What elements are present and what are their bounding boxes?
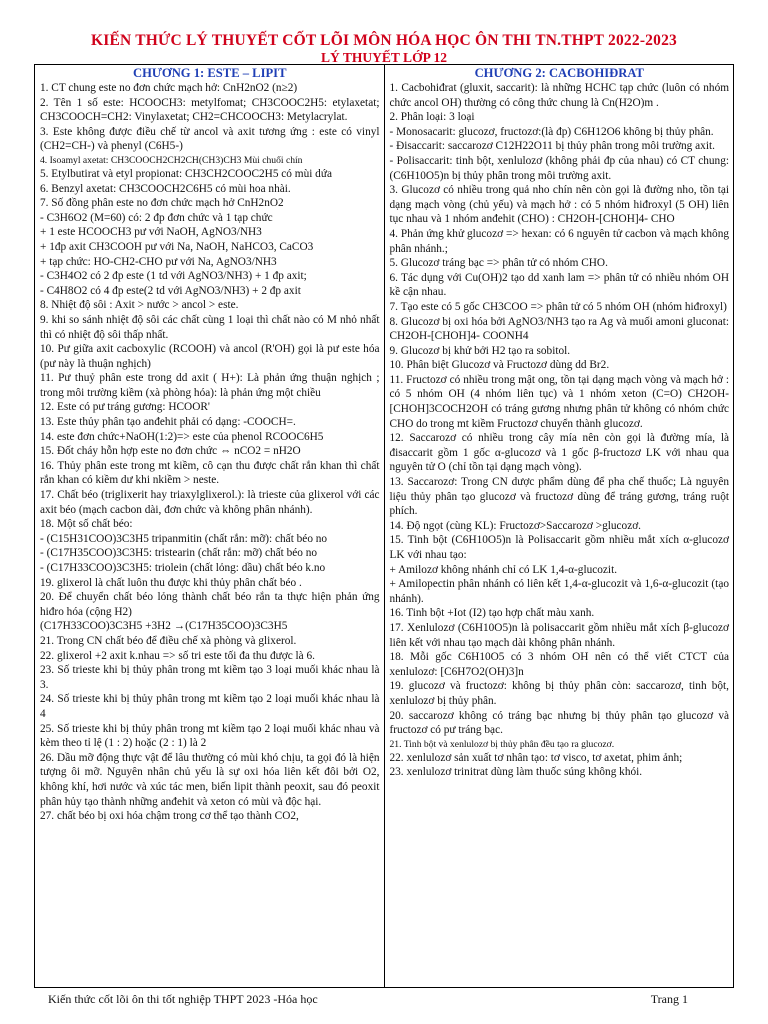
list-item: 15. Đốt cháy hỗn hợp este no đơn chức ⇔ nCO2 = nH2O [40, 445, 301, 458]
list-item: 18. Mỗi gốc C6H10O5 có 3 nhóm OH nên có thể viết CTCT của xenlulozơ: [C6H7O2(OH)3]n [389, 651, 729, 678]
list-item: + Amilopectin phân nhánh có liên kết 1,4-α-glucozit và 1,6-α-glucozit (tạo nhánh). [389, 578, 729, 605]
list-item: 17. Xenlulozơ (C6H10O5)n là polisaccarit gồm nhiều mắt xích β-glucozơ liên kết với nhau tạo mạch dài không phân nhánh. [389, 621, 729, 649]
list-item: 13. Este thủy phân tạo anđehit phải có dạng: -COOCH=. [40, 416, 296, 429]
list-item: - Polisaccarit: tinh bột, xenlulozơ (không phải đp của nhau) có CT chung: (C6H10O5)n bị thủy phân trong môi trường axit. [389, 154, 729, 182]
list-item: 5. Etylbutirat và etyl propionat: CH3CH2COOC2H5 có mùi dứa [40, 167, 332, 180]
list-item: 19. glixerol là chất luôn thu được khi thủy phân chất béo . [40, 576, 302, 589]
list-item: + 1 este HCOOCH3 pư với NaOH, AgNO3/NH3 [40, 226, 262, 239]
chapter-1-items [40, 81, 380, 824]
list-item: 21. Trong CN chất béo để điều chế xà phòng và glixerol. [40, 634, 297, 647]
list-item: 14. Độ ngọt (cùng KL): Fructozơ>Saccarozơ >glucozơ. [389, 519, 642, 532]
two-column-table [34, 64, 734, 988]
list-item: 13. Saccarozơ: Trong CN dược phẩm dùng để pha chế thuốc; Là nguyên liệu thủy phân tạo glucozơ và fructozơ dùng để tráng gương, tráng ruột phích. [389, 476, 729, 518]
list-item: 9. Glucozơ bị khử bởi H2 tạo ra sobitol. [389, 344, 571, 357]
list-item: 20. saccarozơ không có tráng bạc nhưng bị thủy phân tạo glucozơ và fructozơ có pư tráng bạc. [389, 709, 729, 737]
list-item: - C4H8O2 có 4 đp este(2 td với AgNO3/NH3) + 2 đp axit [40, 284, 301, 297]
list-item: 1. CT chung este no đơn chức mạch hở: CnH2nO2 (n≥2) [40, 82, 298, 94]
list-item: 17. Chất béo (triglixerit hay triaxylglixerol.): là trieste của glixerol với các axit béo (mạch cacbon dài, đơn chức và không phân nhánh). [40, 489, 380, 516]
list-item: - Monosacarit: glucozơ, fructozơ:(là đp) C6H12O6 không bị thủy phân. [389, 125, 714, 138]
list-item: + 1đp axit CH3COOH pư với Na, NaOH, NaHCO3, CaCO3 [40, 240, 314, 253]
list-item: 16. Tinh bột +Iot (I2) tạo hợp chất màu xanh. [389, 607, 595, 620]
list-item: 16. Thủy phân este trong mt kiềm, cô cạn thu được chất rắn khan thì chất rắn khan có kiềm dư khi nkiềm > neste. [40, 459, 380, 487]
list-item: 4. Isoamyl axetat: CH3COOCH2CH2CH(CH3)CH3 Mùi chuối chín [40, 154, 303, 166]
right-column [384, 65, 734, 987]
list-item: - (C15H31COO)3C3H5 tripanmitin (chất rắn: mỡ): chất béo no [40, 532, 328, 545]
list-item: 1. Cacbohiđrat (gluxit, saccarit): là những HCHC tạp chức (luôn có nhóm chức ancol OH) thường có công thức chung là Cn(H2O)m . [389, 82, 729, 109]
list-item: 6. Benzyl axetat: CH3COOCH2C6H5 có mùi hoa nhài. [40, 182, 291, 195]
list-item: 24. Số trieste khi bị thủy phân trong mt kiềm tạo 2 loại muối khác nhau là 4 [40, 693, 380, 720]
list-item: 19. glucozơ và fructozơ: không bị thủy phân còn: saccarozơ, tinh bột, xenlulozơ bị thủy phân. [389, 680, 729, 707]
list-item: 27. chất béo bị oxi hóa chậm trong cơ thể tạo thành CO2, [40, 810, 299, 823]
list-item: 23. Số trieste khi bị thủy phân trong mt kiềm tạo 3 loại muối khác nhau là 3. [40, 664, 380, 691]
list-item: 2. Tên 1 số este: HCOOCH3: metylfomat; CH3COOC2H5: etylaxetat; CH3COOCH=CH2: Vinylaxetat; CH2=CHCOOCH3: Metylacrylat. [40, 96, 380, 124]
list-item: 3. Este không được điều chế từ ancol và axit tương ứng : este có vinyl (CH2=CH-) và phenyl (C6H5-) [40, 125, 380, 153]
left-column [35, 65, 384, 987]
list-item: + tạp chức: HO-CH2-CHO pư với Na, AgNO3/NH3 [40, 255, 277, 268]
document-title: KIẾN THỨC LÝ THUYẾT CỐT LÕI MÔN HÓA HỌC ÔN THI TN.THPT 2022-2023 [91, 32, 677, 49]
list-item: 7. Số đồng phân este no đơn chức mạch hở CnH2nO2 [40, 197, 284, 210]
document-subtitle: LÝ THUYẾT LỚP 12 [321, 50, 447, 65]
list-item: 4. Phản ứng khử glucozơ => hexan: có 6 nguyên tử cacbon và mạch không phân nhánh.; [389, 227, 729, 255]
list-item: + Amilozơ không nhánh chỉ có LK 1,4-α-glucozit. [389, 563, 618, 576]
list-item: - (C17H33COO)3C3H5: triolein (chất lỏng: dầu) chất béo k.no [40, 562, 326, 574]
list-item: 5. Glucozơ tráng bạc => phân tử có nhóm CHO. [389, 257, 608, 270]
list-item: - (C17H35COO)3C3H5: tristearin (chất rắn: mỡ) chất béo no [40, 547, 318, 560]
list-item: 14. este đơn chức+NaOH(1:2)=> este của phenol RCOOC6H5 [40, 430, 324, 443]
chapter-1-heading: CHƯƠNG 1: ESTE – LIPIT [133, 66, 287, 80]
page-footer [48, 992, 688, 1007]
list-item: 22. xenlulozơ sản xuất tơ nhân tạo: tơ visco, tơ axetat, phim ảnh; [389, 751, 683, 764]
list-item: 9. khi so sánh nhiệt độ sôi các chất cùng 1 loại thì chất nào có M nhỏ nhất thì có nhiệt độ sôi thấp nhất. [40, 313, 380, 341]
list-item: 15. Tinh bột (C6H10O5)n là Polisaccarit gồm nhiều mắt xích α-glucozơ LK với nhau tạo: [389, 534, 729, 561]
list-item: 26. Dầu mỡ động thực vật để lâu thường có mùi khó chịu, ta gọi đó là hiện tượng ôi mỡ. Nguyên nhân chủ yếu là sự oxi hóa liên kết đôi bởi O2, không khí, hơi nước và xúc tác men, biến lipit thành peoxit, sau đó peoxit phân hủy tạo thành những anđehit và xeton có mùi và độc hại. [40, 751, 380, 808]
list-item: 12. Saccarozơ có nhiều trong cây mía nên còn gọi là đường mía, là đisaccarit gồm 1 gốc α-glucozơ và 1 gốc β-fructozơ LK với nhau qua nguyên tử O (chỉ tồn tại dạng mạch vòng). [389, 432, 729, 474]
list-item: 21. Tinh bột và xenlulozơ bị thủy phân đều tạo ra glucozơ. [389, 738, 615, 750]
chapter-2-heading: CHƯƠNG 2: CACBOHIĐRAT [474, 66, 644, 80]
list-item: 10. Phân biệt Glucozơ và Fructozơ dùng dd Br2. [389, 359, 610, 372]
list-item: 18. Một số chất béo: [40, 518, 133, 531]
list-item: 20. Để chuyển chất béo lỏng thành chất béo rắn ta thực hiện phản ứng hiđro hóa (cộng H2) [40, 591, 380, 618]
list-item: 22. glixerol +2 axit k.nhau => số tri este tối đa thu được là 6. [40, 649, 315, 662]
page-number: Trang 1 [650, 992, 688, 1006]
list-item: 23. xenlulozơ trinitrat dùng làm thuốc súng không khói. [389, 766, 643, 779]
list-item: 8. Nhiệt độ sôi : Axit > nước > ancol > este. [40, 299, 239, 312]
list-item: - C3H6O2 (M=60) có: 2 đp đơn chức và 1 tạp chức [40, 211, 273, 224]
list-item: 25. Số trieste khi bị thủy phân trong mt kiềm tạo 2 loại muối khác nhau và kèm theo tỉ lệ (1 : 2) hoặc (2 : 1) là 2 [40, 722, 380, 750]
list-item: 2. Phân loại: 3 loại [389, 111, 475, 124]
list-item: - C3H4O2 có 2 đp este (1 td với AgNO3/NH3) + 1 đp axit; [40, 270, 307, 283]
list-item: 6. Tác dụng với Cu(OH)2 tạo dd xanh lam => phân tử có nhiều nhóm OH kề cận nhau. [389, 271, 729, 299]
list-item: 11. Pư thuỷ phân este trong dd axit ( H+): Là phản ứng thuận nghịch ; trong môi trường kiềm (xà phòng hóa): là phản ứng một chiều [40, 372, 380, 399]
list-item: 8. Glucozơ bị oxi hóa bởi AgNO3/NH3 tạo ra Ag và muối amoni gluconat: CH2OH-[CHOH]4- COONH4 [389, 315, 729, 343]
list-item: (C17H33COO)3C3H5 +3H2 →(C17H35COO)3C3H5 [40, 620, 288, 633]
list-item: 11. Fructozơ có nhiều trong mật ong, tồn tại dạng mạch vòng và mạch hở : có 5 nhóm OH (4 nhóm liên tục) và 1 nhóm xeton (C=O) CH2OH-[CHOH]3COCH2OH có tráng gương nhưng phân tử không có nhóm chức CHO do trong mt kiềm Fructozơ chuyển thành glucozơ. [389, 373, 729, 430]
list-item: - Đisaccarit: saccarozơ C12H22O11 bị thủy phân trong môi trường axit. [389, 140, 715, 153]
list-item: 10. Pư giữa axit cacboxylic (RCOOH) và ancol (R'OH) gọi là pư este hóa (pư này là thuận nghịch) [40, 343, 380, 370]
list-item: 3. Glucozơ có nhiều trong quả nho chín nên còn gọi là đường nho, tồn tại dạng mạch vòng (chủ yếu) và mạch hở : có 5 nhóm hiđroxyl (5 OH) liên tục nhau và 1 nhóm anđehit (CHO) : CH2OH-[CHOH]4- CHO [389, 184, 729, 226]
list-item: 7. Tạo este có 5 gốc CH3COO => phân tử có 5 nhóm OH (nhóm hiđroxyl) [389, 300, 727, 313]
chapter-2-items [390, 81, 730, 780]
footer-note: Kiến thức cốt lõi ôn thi tốt nghiệp THPT 2023 -Hóa học [48, 992, 318, 1006]
list-item: 12. Este có pư tráng gương: HCOOR' [40, 401, 210, 414]
